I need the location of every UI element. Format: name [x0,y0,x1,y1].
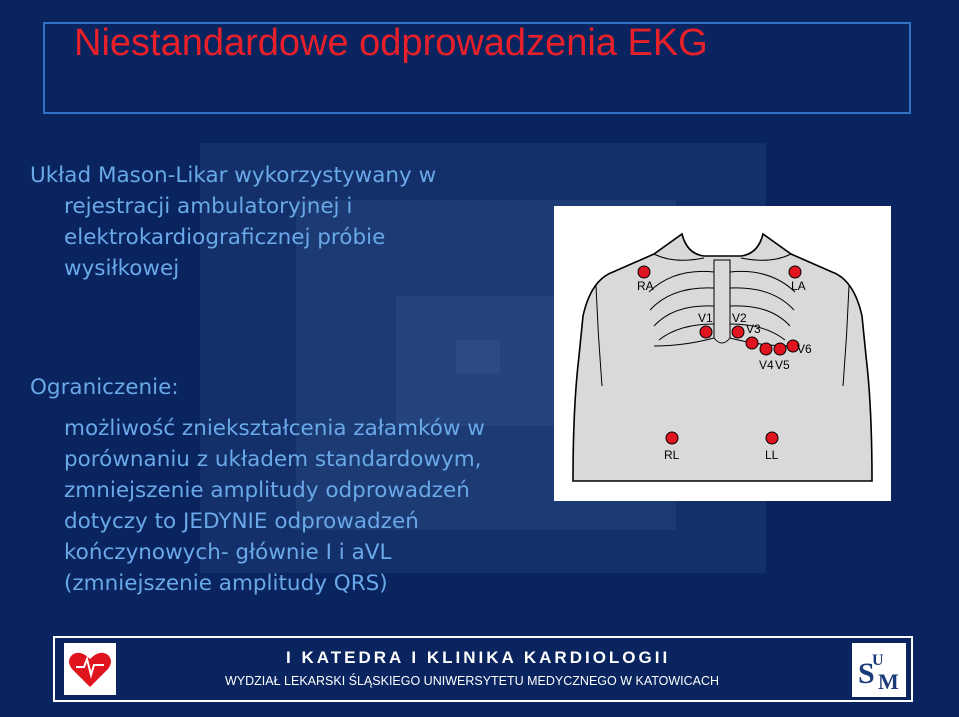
label-v6: V6 [797,342,812,356]
label-v3: V3 [746,322,761,336]
electrode-la [789,266,801,278]
heart-icon [64,643,116,695]
bullet-line: porównaniu z układem standardowym, [64,447,482,472]
university-logo [852,643,906,697]
electrode-v2 [732,326,744,338]
label-v5: V5 [775,358,790,372]
torso-svg [554,206,891,501]
label-rl: RL [664,448,680,462]
university-emblem-icon [852,643,906,697]
svg-text:U: U [872,652,884,669]
electrode-v4 [760,343,772,355]
label-la: LA [791,279,806,293]
bullet-line: (zmniejszenie amplitudy QRS) [64,571,388,596]
bullet-line: kończynowych- głównie I i aVL [64,540,392,565]
bullet-line: dotyczy to JEDYNIE odprowadzeń [64,509,419,534]
svg-text:S: S [858,657,875,690]
background-square [456,340,500,374]
torso-electrode-diagram [554,206,891,501]
bullet-limitation-heading: Ograniczenie: [30,375,179,400]
bullet-limitation-text [64,413,485,599]
electrode-ll [766,432,778,444]
svg-text:M: M [878,669,899,694]
electrode-v5 [774,343,786,355]
bullet-line: zmniejszenie amplitudy odprowadzeń [64,478,470,503]
electrode-rl [666,432,678,444]
label-v4: V4 [759,358,774,372]
label-v1: V1 [698,311,713,325]
footer-frame [53,636,913,702]
torso-outline [573,234,872,481]
bullet-line: elektrokardiograficznej próbie [64,225,386,250]
slide-title: Niestandardowe odprowadzenia EKG [74,22,708,64]
footer-faculty: WYDZIAŁ LEKARSKI ŚLĄSKIEGO UNIWERSYTETU MEDYCZNEGO W KATOWICACH [225,674,720,688]
electrode-ra [638,266,650,278]
bullet-line: wysiłkowej [64,256,180,281]
bullet-line: możliwość zniekształcenia załamków w [64,416,485,441]
heart-logo [64,643,116,695]
bullet-mason-likar [30,160,436,284]
footer-department: I KATEDRA I KLINIKA KARDIOLOGII [286,648,671,667]
bullet-line: rejestracji ambulatoryjnej i [64,194,353,219]
label-ra: RA [637,279,654,293]
label-v2: V2 [732,311,747,325]
electrode-v3 [746,337,758,349]
electrode-v1 [700,326,712,338]
bullet-line: Układ Mason-Likar wykorzystywany w [30,163,437,188]
label-ll: LL [765,448,779,462]
